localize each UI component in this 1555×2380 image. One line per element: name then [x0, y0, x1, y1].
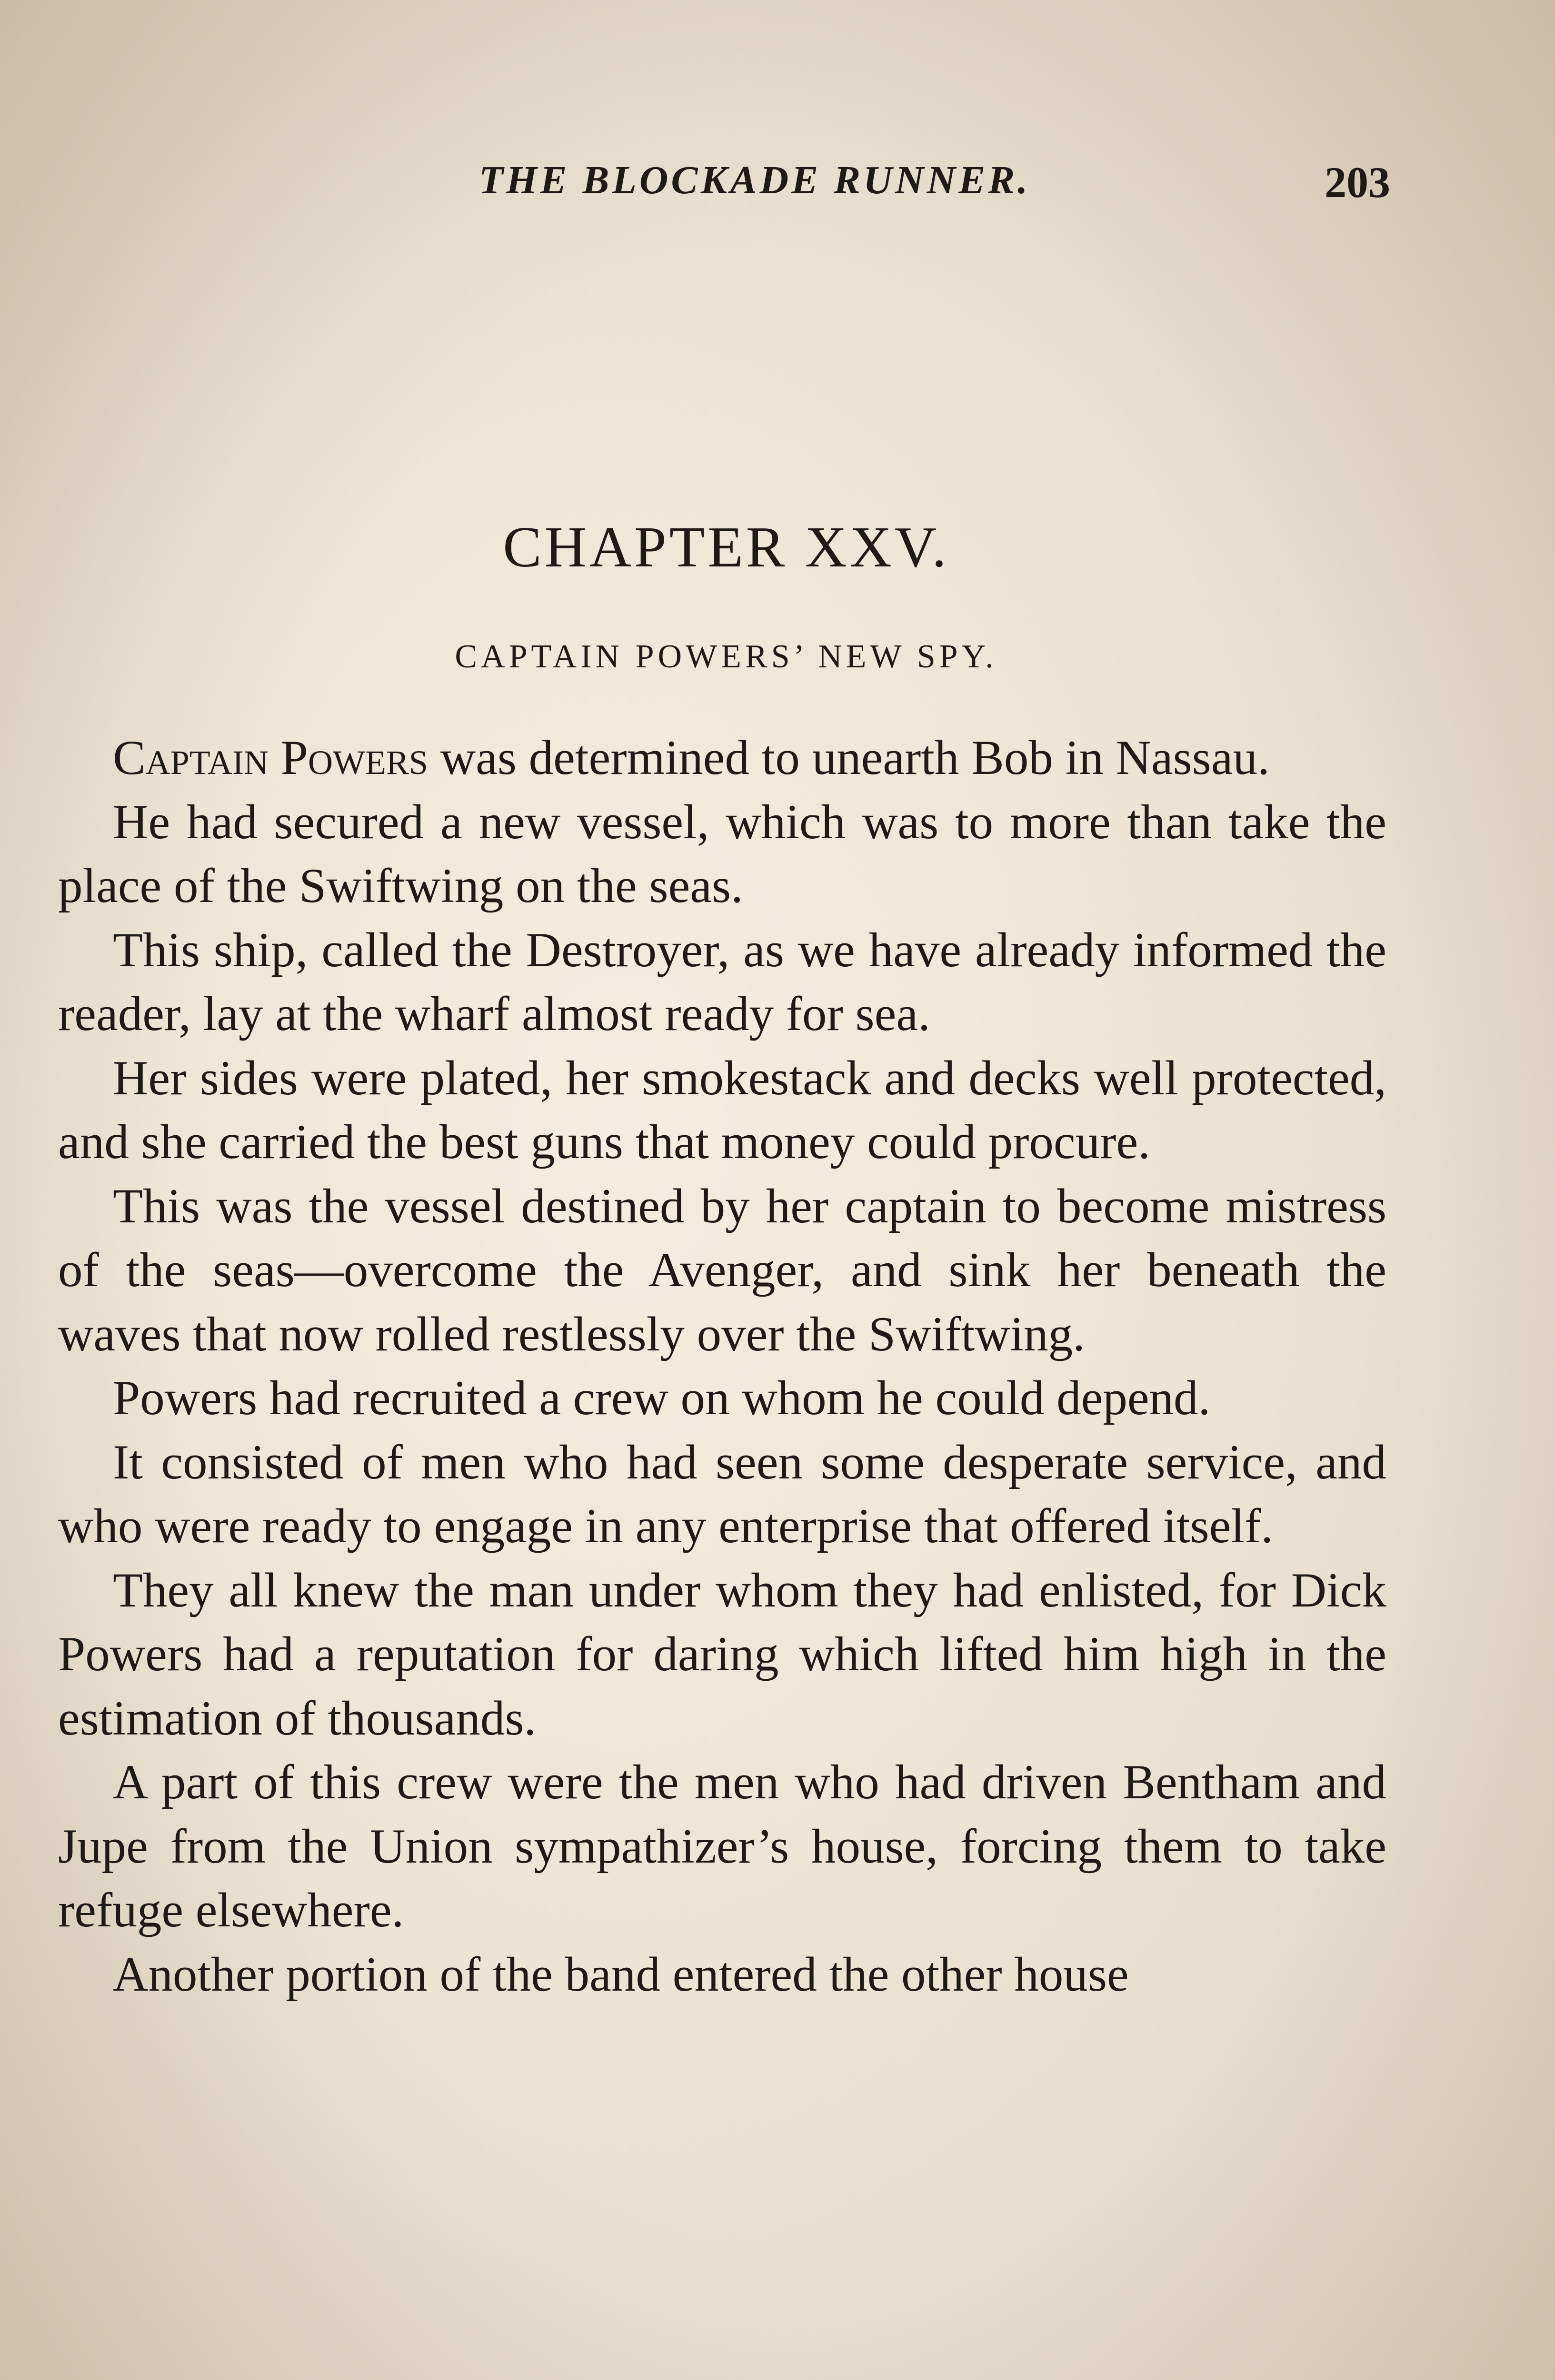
paragraph: This was the vessel destined by her captain to become mistress of the seas—overcome the Avenger, and sink her beneath the waves that now rolled restlessly over the Swiftwing.	[58, 1179, 1386, 1361]
body-text	[58, 726, 1386, 2006]
paragraph: They all knew the man under whom they had enlisted, for Dick Powers had a reputation for daring which lifted him high in the estimation of thousands.	[58, 1563, 1386, 1745]
paragraph-text: was determined to unearth Bob in Nassau.	[428, 731, 1270, 785]
paragraph: It consisted of men who had seen some desperate service, and who were ready to engage in any enterprise that offered itself.	[58, 1435, 1386, 1553]
page-number: 203	[1325, 158, 1390, 207]
chapter-title: CHAPTER XXV.	[503, 515, 949, 579]
paragraph	[58, 726, 1386, 790]
paragraph: Her sides were plated, her smokestack and decks well protected, and she carried the best guns that money could procure.	[58, 1051, 1386, 1169]
paragraph: Powers had recruited a crew on whom he could depend.	[113, 1371, 1211, 1425]
paragraph: This ship, called the Destroyer, as we have already informed the reader, lay at the wharf almost ready for sea.	[58, 922, 1386, 1041]
paragraph: Another portion of the band entered the other house	[113, 1947, 1129, 2002]
chapter-subtitle: CAPTAIN POWERS’ NEW SPY.	[455, 638, 997, 675]
page-header	[62, 157, 1390, 228]
paragraph: He had secured a new vessel, which was to more than take the place of the Swiftwing on the seas.	[58, 794, 1386, 913]
paragraph-lead: Captain Powers	[113, 731, 428, 785]
running-title: THE BLOCKADE RUNNER.	[478, 158, 1031, 202]
paragraph: A part of this crew were the men who had driven Bentham and Jupe from the Union sympathizer’s house, forcing them to take refuge elsewhere.	[58, 1755, 1386, 1937]
